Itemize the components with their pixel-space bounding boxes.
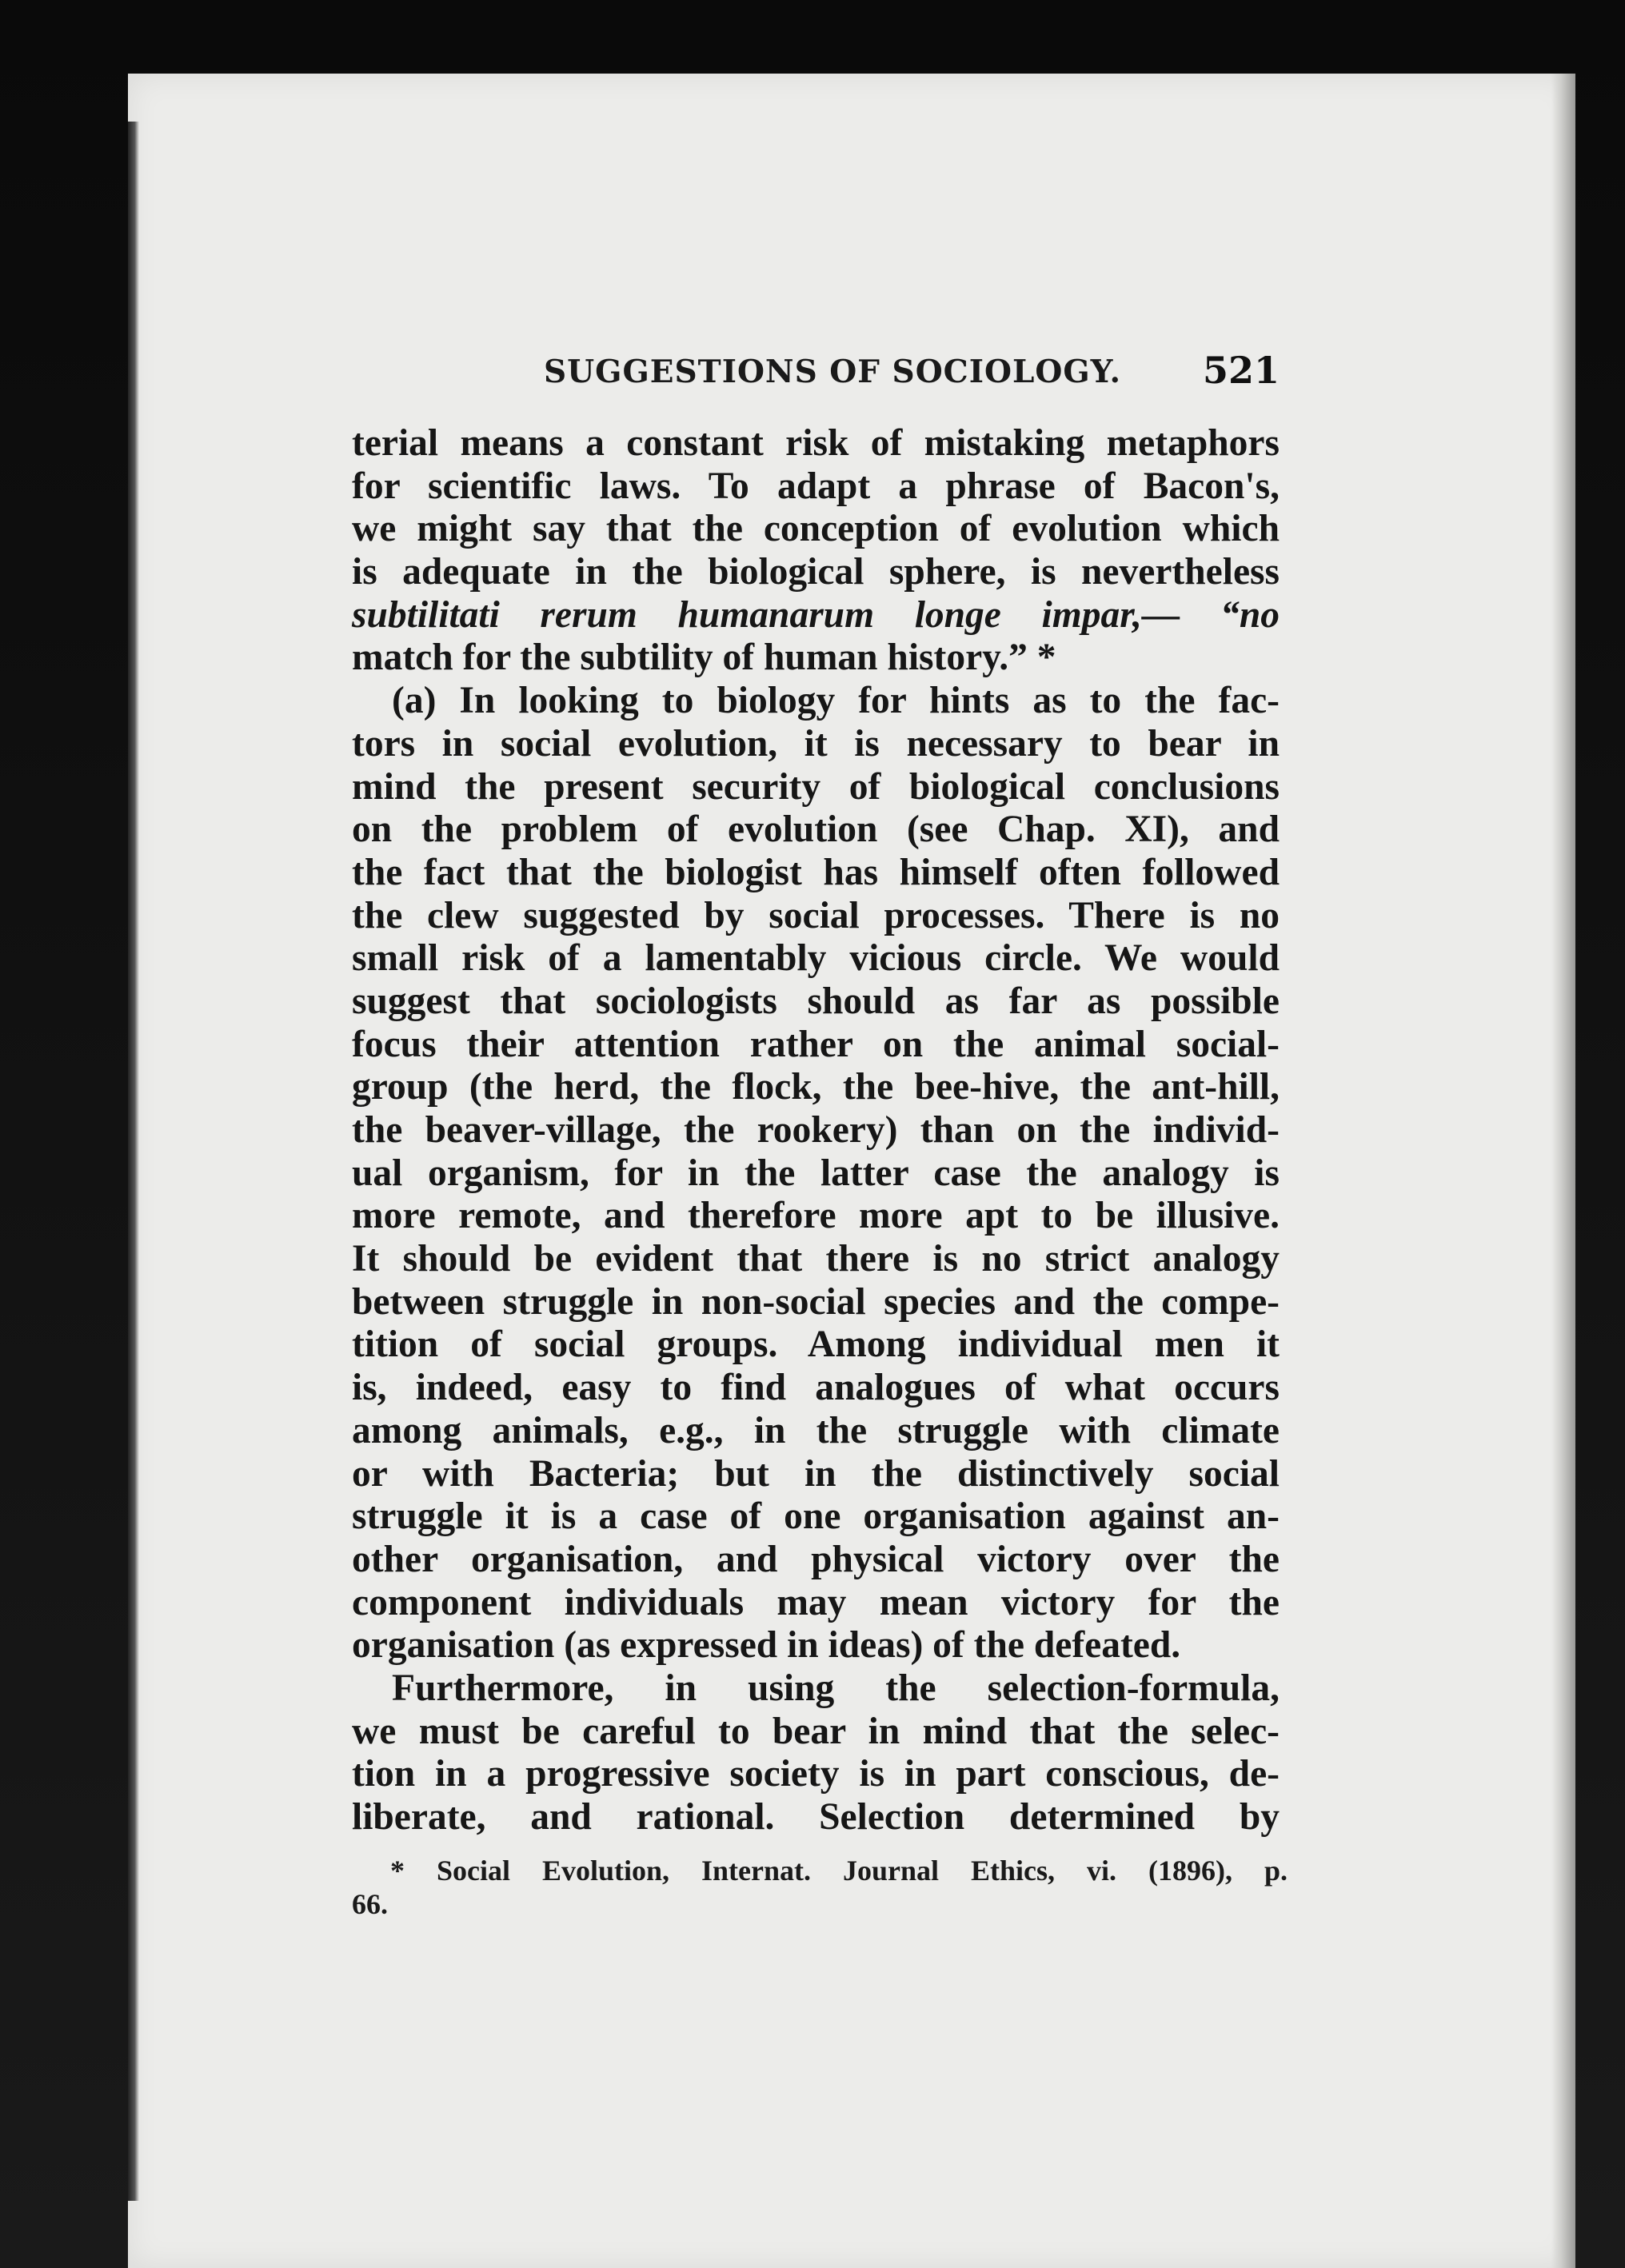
text-line: terial means a constant risk of mistaking metaphors	[352, 422, 1280, 464]
text-line: is adequate in the biological sphere, is nevertheless	[352, 551, 1280, 593]
page-edge	[1551, 74, 1575, 2268]
text-line: mind the present security of biological conclusions	[352, 765, 1280, 808]
text-line: match for the subtility of human history.” *	[352, 637, 1056, 679]
text-line: on the problem of evolution (see Chap. XI), and	[352, 809, 1280, 851]
page-number: 521	[1202, 349, 1280, 392]
text-line: for scientific laws. To adapt a phrase of Bacon's,	[352, 465, 1280, 507]
page-header	[544, 349, 1280, 409]
text-line: ual organism, for in the latter case the analogy is	[352, 1152, 1280, 1194]
text-line: liberate, and rational. Selection determined by	[352, 1796, 1280, 1838]
text-line: is, indeed, easy to find analogues of what occurs	[352, 1367, 1280, 1409]
footnote	[352, 1854, 1288, 1921]
text-line: It should be evident that there is no strict analogy	[352, 1238, 1280, 1280]
text-line: between struggle in non-social species and the compe-	[352, 1280, 1280, 1323]
paragraph-start-line: (a) In looking to biology for hints as to the fac-	[392, 680, 1280, 722]
text-line: focus their attention rather on the animal social-	[352, 1023, 1280, 1065]
footnote-line: * Social Evolution, Internat. Journal Ethics, vi. (1896), p.	[390, 1855, 1288, 1887]
text-line: the fact that the biologist has himself often followed	[352, 851, 1280, 893]
footnote-line: 66.	[352, 1888, 388, 1920]
text-line: among animals, e.g., in the struggle with climate	[352, 1409, 1280, 1451]
text-line: more remote, and therefore more apt to be illusive.	[352, 1195, 1280, 1237]
text-line: tion in a progressive society is in part conscious, de-	[352, 1753, 1280, 1795]
text-line: small risk of a lamentably vicious circle. We would	[352, 937, 1280, 980]
text-line: or with Bacteria; but in the distinctively social	[352, 1452, 1280, 1495]
text-line: suggest that sociologists should as far as possible	[352, 980, 1280, 1022]
text-line: organisation (as expressed in ideas) of the defeated.	[352, 1624, 1181, 1667]
text-line: group (the herd, the flock, the bee-hive, the ant-hill,	[352, 1066, 1280, 1108]
text-line: other organisation, and physical victory over the	[352, 1538, 1280, 1580]
binding-gutter	[128, 122, 139, 2201]
running-head: SUGGESTIONS OF SOCIOLOGY.	[544, 353, 1122, 390]
text-line: the clew suggested by social processes. There is no	[352, 894, 1280, 936]
text-line: struggle it is a case of one organisation against an-	[352, 1495, 1280, 1538]
body-text	[352, 422, 1280, 1839]
paragraph-start-line: Furthermore, in using the selection-formula,	[392, 1667, 1280, 1709]
text-line: subtilitati rerum humanarum longe impar,— “no	[352, 593, 1280, 636]
text-line: tition of social groups. Among individual men it	[352, 1324, 1280, 1366]
text-line: tors in social evolution, it is necessary to bear in	[352, 722, 1280, 765]
text-line: we must be careful to bear in mind that the selec-	[352, 1710, 1280, 1752]
text-line: component individuals may mean victory for the	[352, 1581, 1280, 1623]
text-line: the beaver-village, the rookery) than on the individ-	[352, 1109, 1280, 1151]
text-line: we might say that the conception of evolution which	[352, 508, 1280, 550]
